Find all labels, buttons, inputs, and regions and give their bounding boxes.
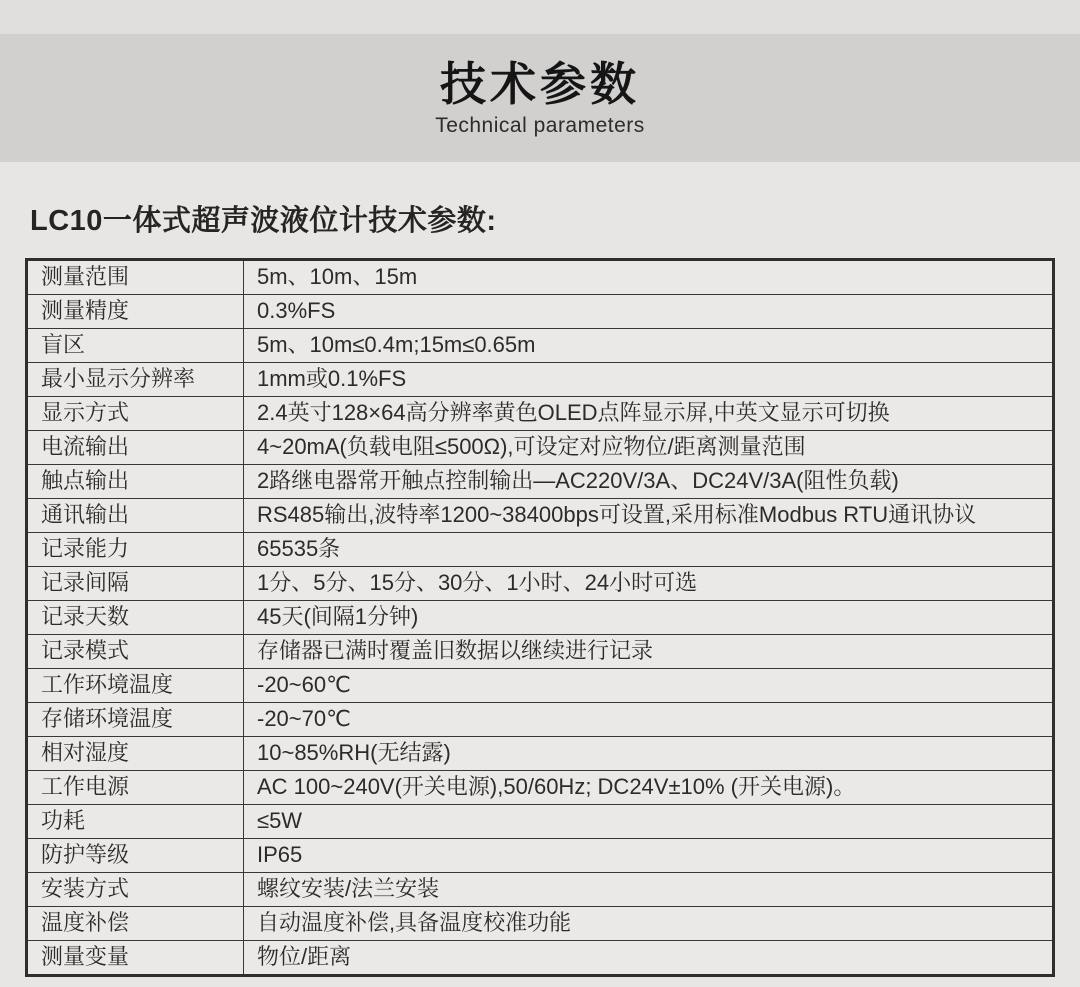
param-name-cell: 防护等级 xyxy=(27,839,244,873)
top-strip xyxy=(0,0,1080,34)
table-row xyxy=(27,329,1054,363)
table-row xyxy=(27,295,1054,329)
table-row xyxy=(27,805,1054,839)
param-name-cell: 测量精度 xyxy=(27,295,244,329)
table-row xyxy=(27,260,1054,295)
table-row xyxy=(27,873,1054,907)
table-row xyxy=(27,737,1054,771)
param-value-cell: 5m、10m、15m xyxy=(244,260,1054,295)
param-value-cell: ≤5W xyxy=(244,805,1054,839)
table-row xyxy=(27,839,1054,873)
param-value-cell: AC 100~240V(开关电源),50/60Hz; DC24V±10% (开关电源)。 xyxy=(244,771,1054,805)
table-row xyxy=(27,601,1054,635)
table-row xyxy=(27,465,1054,499)
page-title: 技术参数 xyxy=(440,58,640,111)
table-row xyxy=(27,533,1054,567)
table-row xyxy=(27,907,1054,941)
param-value-cell: -20~60℃ xyxy=(244,669,1054,703)
content-area xyxy=(0,162,1080,977)
param-name-cell: 电流输出 xyxy=(27,431,244,465)
param-value-cell: 2路继电器常开触点控制输出—AC220V/3A、DC24V/3A(阻性负载) xyxy=(244,465,1054,499)
param-value-cell: 存储器已满时覆盖旧数据以继续进行记录 xyxy=(244,635,1054,669)
table-row xyxy=(27,567,1054,601)
table-row xyxy=(27,941,1054,976)
table-row xyxy=(27,635,1054,669)
param-name-cell: 记录间隔 xyxy=(27,567,244,601)
param-value-cell: 物位/距离 xyxy=(244,941,1054,976)
param-name-cell: 工作电源 xyxy=(27,771,244,805)
title-banner xyxy=(0,34,1080,162)
param-name-cell: 功耗 xyxy=(27,805,244,839)
table-row xyxy=(27,669,1054,703)
param-value-cell: 2.4英寸128×64高分辨率黄色OLED点阵显示屏,中英文显示可切换 xyxy=(244,397,1054,431)
param-name-cell: 测量范围 xyxy=(27,260,244,295)
param-value-cell: 65535条 xyxy=(244,533,1054,567)
param-name-cell: 记录模式 xyxy=(27,635,244,669)
table-row xyxy=(27,499,1054,533)
table-row xyxy=(27,431,1054,465)
param-value-cell: 10~85%RH(无结露) xyxy=(244,737,1054,771)
param-value-cell: 1分、5分、15分、30分、1小时、24小时可选 xyxy=(244,567,1054,601)
param-name-cell: 记录天数 xyxy=(27,601,244,635)
table-row xyxy=(27,363,1054,397)
param-value-cell: IP65 xyxy=(244,839,1054,873)
param-name-cell: 测量变量 xyxy=(27,941,244,976)
table-row xyxy=(27,703,1054,737)
param-name-cell: 通讯输出 xyxy=(27,499,244,533)
param-name-cell: 最小显示分辨率 xyxy=(27,363,244,397)
param-value-cell: 0.3%FS xyxy=(244,295,1054,329)
param-value-cell: 螺纹安装/法兰安装 xyxy=(244,873,1054,907)
section-heading: LC10一体式超声波液位计技术参数: xyxy=(30,205,497,237)
table-row xyxy=(27,771,1054,805)
param-name-cell: 存储环境温度 xyxy=(27,703,244,737)
param-value-cell: 1mm或0.1%FS xyxy=(244,363,1054,397)
param-name-cell: 相对湿度 xyxy=(27,737,244,771)
param-name-cell: 记录能力 xyxy=(27,533,244,567)
param-name-cell: 安装方式 xyxy=(27,873,244,907)
param-name-cell: 盲区 xyxy=(27,329,244,363)
param-value-cell: 4~20mA(负载电阻≤500Ω),可设定对应物位/距离测量范围 xyxy=(244,431,1054,465)
table-row xyxy=(27,397,1054,431)
param-name-cell: 触点输出 xyxy=(27,465,244,499)
spec-table xyxy=(25,258,1055,977)
page-subtitle: Technical parameters xyxy=(435,113,645,137)
param-value-cell: 5m、10m≤0.4m;15m≤0.65m xyxy=(244,329,1054,363)
param-name-cell: 温度补偿 xyxy=(27,907,244,941)
param-name-cell: 工作环境温度 xyxy=(27,669,244,703)
param-value-cell: 自动温度补偿,具备温度校准功能 xyxy=(244,907,1054,941)
spec-table-body xyxy=(27,260,1054,976)
param-name-cell: 显示方式 xyxy=(27,397,244,431)
param-value-cell: RS485输出,波特率1200~38400bps可设置,采用标准Modbus RTU通讯协议 xyxy=(244,499,1054,533)
param-value-cell: 45天(间隔1分钟) xyxy=(244,601,1054,635)
param-value-cell: -20~70℃ xyxy=(244,703,1054,737)
